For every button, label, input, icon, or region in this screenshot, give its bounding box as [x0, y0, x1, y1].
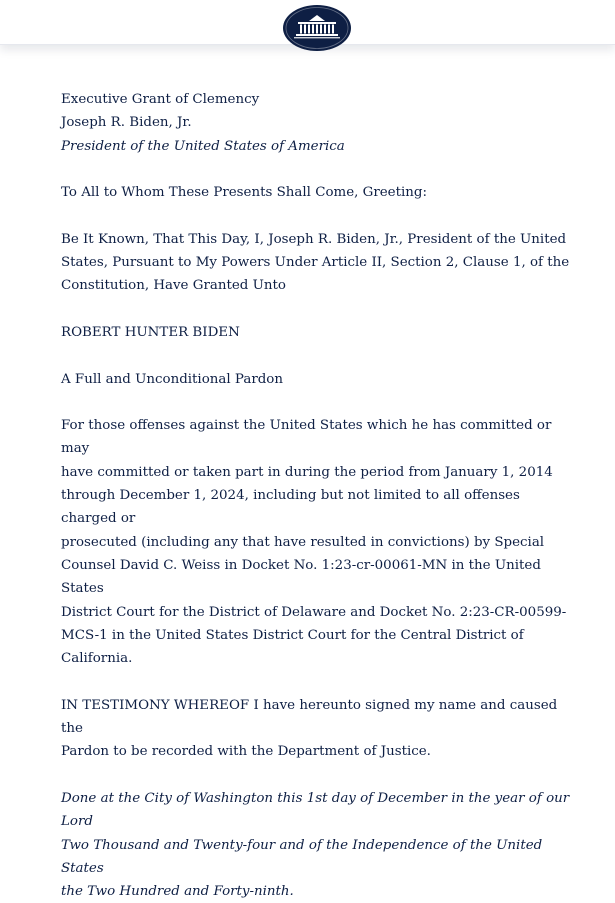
paragraph-line: the Two Hundred and Forty-ninth. — [61, 884, 294, 900]
white-house-seal-icon[interactable] — [281, 2, 353, 54]
recipient-name: ROBERT HUNTER BIDEN — [61, 324, 240, 340]
paragraph-line: prosecuted (including any that have resulted in convictions) by Special — [61, 534, 545, 550]
paragraph-line: California. — [61, 651, 133, 667]
paragraph-line: Two Thousand and Twenty-four and of the Independence of the United States — [61, 837, 543, 876]
be-it-known-paragraph — [61, 228, 571, 298]
greeting: To All to Whom These Presents Shall Come, Greeting: — [61, 185, 427, 201]
paragraph-line: have committed or taken part in during the period from January 1, 2014 — [61, 464, 553, 480]
paragraph-line: District Court for the District of Delaware and Docket No. 2:23-CR-00599- — [61, 604, 567, 620]
president-office: President of the United States of America — [61, 138, 345, 154]
paragraph-line: Counsel David C. Weiss in Docket No. 1:23-cr-00061-MN in the United States — [61, 557, 541, 597]
paragraph-line: MCS-1 in the United States District Court for the Central District of — [61, 627, 524, 643]
paragraph-line: Be It Known, That This Day, I, Joseph R. Biden, Jr., President of the United — [61, 231, 567, 247]
document-title: Executive Grant of Clemency — [61, 92, 260, 107]
paragraph-line: Done at the City of Washington this 1st day of December in the year of our Lord — [61, 790, 570, 830]
offenses-paragraph — [61, 414, 571, 670]
testimony-paragraph — [61, 694, 571, 764]
paragraph-line: Pardon to be recorded with the Department of Justice. — [61, 744, 431, 760]
paragraph-line: Constitution, Have Granted Unto — [61, 278, 286, 294]
paragraph-line: States, Pursuant to My Powers Under Article II, Section 2, Clause 1, of the — [61, 255, 570, 271]
clemency-document — [61, 88, 571, 903]
done-at-paragraph — [61, 787, 571, 903]
president-name: Joseph R. Biden, Jr. — [61, 115, 192, 131]
paragraph-line: through December 1, 2024, including but not limited to all offenses charged or — [61, 488, 520, 527]
paragraph-line: IN TESTIMONY WHEREOF I have hereunto signed my name and caused the — [61, 697, 558, 737]
paragraph-line: For those offenses against the United States which he has committed or may — [61, 418, 552, 457]
pardon-type: A Full and Unconditional Pardon — [61, 371, 283, 387]
